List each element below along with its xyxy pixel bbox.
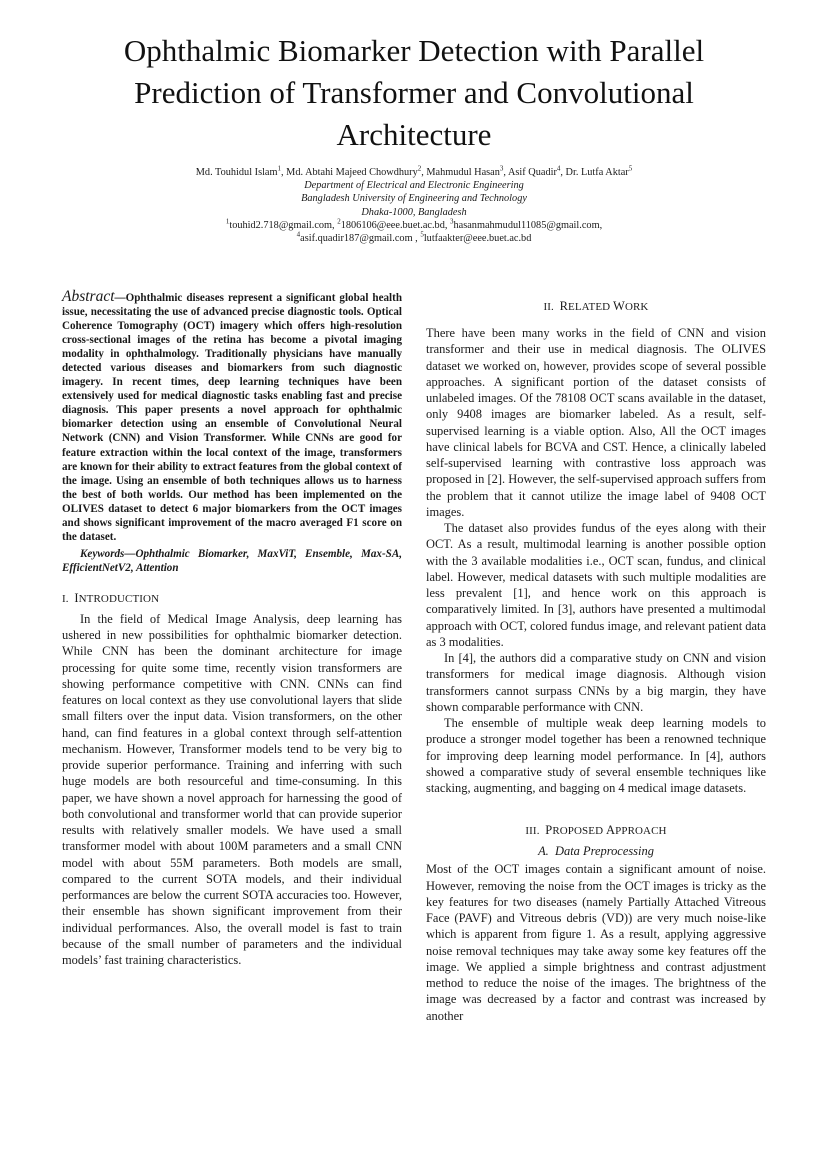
email-index: 2 — [337, 217, 341, 226]
author-name: , Asif Quadir — [503, 167, 557, 178]
author-name: Md. Touhidul Islam — [195, 167, 278, 178]
author-email: hasanmahmudul11085@gmail.com, — [453, 219, 603, 231]
section-initial: R — [559, 299, 569, 313]
section-initial: I — [74, 590, 79, 605]
related-paragraph: The dataset also provides fundus of the eyes along with their OCT. As a result, multimodal learning is another possible option with the 3 available modalities i.e., OCT scan, fundus, and clinical label. However, medical datasets with such multiple modalities are less prevalent [1], and hence work on this approach is comparatively limited. In [3], authors have presented a multimodal approach with OCT, colored fundus image, and relevant patient data as 3 modalities. — [426, 521, 766, 649]
author-index: 1 — [277, 164, 282, 173]
abstract — [62, 290, 402, 544]
proposed-paragraph: Most of the OCT images contain a significant amount of noise. However, removing the noise from the OCT images is tricky as the key features for two diseases (namely Partially Attached Vitreous Face (PAVF) and Vitreous debris (VD)) are very much noise-like which is apparent from figure 1. As a result, applying aggressive noise removal techniques may take away some key features off the image. We applied a simple brightness and contrast adjustment method to reduce the noise of the images. The brightness of the image was decreased by a factor and contrast was increased by another — [426, 862, 766, 1023]
author-name: , Mahmudul Hasan — [421, 167, 500, 178]
author-index: 2 — [417, 164, 422, 173]
affiliation-department: Department of Electrical and Electronic Engineering — [304, 180, 524, 192]
abstract-text: Ophthalmic diseases represent a significant global health issue, necessitating the use of advanced precise diagnostic tools. Optical Coherence Tomography (OCT) imagery which offers high-resolution cross-sectional images of the retina has become a pivotal imaging modality in ophthalmology. Traditionally physicians have manually detected various diseases and biomarkers from such diagnostic imagery. In recent times, deep learning techniques have been extensively used for medical diagnostic tasks enabling fast and precise diagnosis. This paper presents a novel approach for ophthalmic biomarker detection using an ensemble of Convolutional Neural Network (CNN) and Vision Transformer. While CNNs are good for feature extraction within the local context of the image, transformers are known for their ability to extract features from the global context of the image. Using an ensemble of both techniques allows us to harness the best of both worlds. Our method has been implemented on the OLIVES dataset to detect 6 major biomarkers from the OCT images and shows significant improvement of the macro averaged F1 score on the dataset. — [62, 292, 402, 543]
author-name: , Md. Abtahi Majeed Chowdhury — [281, 167, 418, 178]
intro-paragraph: In the field of Medical Image Analysis, deep learning has ushered in new possibilities for ophthalmic biomarker detection. While CNN has been the dominant architecture for image processing for quite some time, recently vision transformers are showing performance competitive with CNN. CNNs can find features on local context as they use convolutional layers that slide small filters over the input data. Vision transformers, on the other hand, can find features in a global context through self-attention mechanism. However, Transformer models tend to be very big to provide superior performance. Training and inferring with such huge models are both resourceful and time-consuming. In this paper, we have shown a novel approach for harnessing the good of both convolutional and transformer world that can provide superior results with relatively smaller models. We have used a small transformer model with about 100M parameters and a small CNN model with about 55M parameters. Both models are small, compared to the current SOTA models, and their individual performances are below the current SOTA accuracies too. However, their ensemble has shown significant improvement from their individual performances. Also, the overall model is fast to train because of the small number of parameters and the individual models’ fast training characteristics. — [62, 611, 402, 968]
section-heading-introduction — [62, 590, 402, 607]
section-initial: A — [606, 823, 616, 838]
email-line-1 — [60, 219, 768, 232]
section-title-rest: PPROACH — [615, 825, 667, 838]
paper-title: Ophthalmic Biomarker Detection with Parallel Prediction of Transformer and Convolutional Architecture — [123, 33, 705, 152]
author-list — [60, 166, 768, 179]
author-index: 4 — [556, 164, 561, 173]
subsection-heading — [426, 843, 766, 859]
section-heading-proposed-approach — [426, 822, 766, 839]
email-index: 5 — [420, 230, 424, 239]
affiliation-city: Dhaka-1000, Bangladesh — [361, 206, 467, 218]
section-heading-related-work — [426, 298, 766, 315]
section-number: I. — [62, 592, 69, 605]
related-paragraph: There have been many works in the field of CNN and vision transformer and their use in medical diagnosis. The OLIVES dataset we worked on, however, provides scope of several possible approaches. A significant portion of the dataset consists of unlabeled images. Of the 78108 OCT scans available in the dataset, only 9408 images are biomarker labeled. As a result, self-supervised learning is a viable option. Also, All the OCT images have clinical labels for BCVA and CST. Hence, a clinically labeled self-supervised learning with contrastive loss approach was proposed in [2]. However, the self-supervised approach suffers from the problem that it cannot utilize the image label of 9408 OCT images. — [426, 326, 766, 519]
author-name: , Dr. Lutfa Aktar — [560, 167, 629, 178]
subsection-title: Data Preprocessing — [555, 844, 654, 859]
related-paragraph: The ensemble of multiple weak deep learning models to produce a stronger model together has been a renowned technique for improving deep learning model performance. In [4], authors showed a comparative study of several ensemble techniques like stacking, augmenting, and bagging on 4 medical image datasets. — [426, 716, 766, 795]
subsection-label: A. — [538, 844, 549, 859]
email-line-2 — [60, 232, 768, 245]
email-index: 1 — [225, 217, 230, 226]
author-email: 1806106@eee.buet.ac.bd, — [340, 219, 450, 231]
abstract-label: Abstract — [62, 288, 115, 305]
section-title-part: ELATED — [568, 301, 614, 313]
section-title-rest: NTRODUCTION — [78, 592, 160, 605]
left-column — [62, 290, 402, 968]
author-block — [60, 166, 768, 245]
section-number: III. — [525, 825, 540, 838]
author-email: lutfaakter@eee.buet.ac.bd — [423, 233, 532, 245]
author-email: asif.quadir187@gmail.com , — [300, 233, 421, 245]
right-column — [426, 290, 766, 1024]
email-index: 3 — [450, 217, 454, 226]
abstract-dash: — — [114, 292, 126, 304]
section-initial: W — [613, 299, 625, 313]
keywords: Keywords—Ophthalmic Biomarker, MaxViT, Ensemble, Max-SA, EfficientNetV2, Attention — [62, 547, 402, 574]
section-number: II. — [543, 301, 554, 313]
email-index: 4 — [296, 230, 301, 239]
author-index: 5 — [628, 164, 633, 173]
affiliation-university: Bangladesh University of Engineering and Technology — [301, 193, 527, 205]
related-paragraph: In [4], the authors did a comparative study on CNN and vision transformers for medical image diagnosis. Although vision transformers cannot surpass CNNs by a big margin, they have shown comparable performance with CNN. — [426, 651, 766, 714]
section-initial: P — [545, 823, 553, 838]
section-title-part: ROPOSED — [552, 825, 606, 838]
author-index: 3 — [499, 164, 504, 173]
author-email: touhid2.718@gmail.com, — [229, 219, 338, 231]
section-title-rest: ORK — [624, 301, 649, 313]
